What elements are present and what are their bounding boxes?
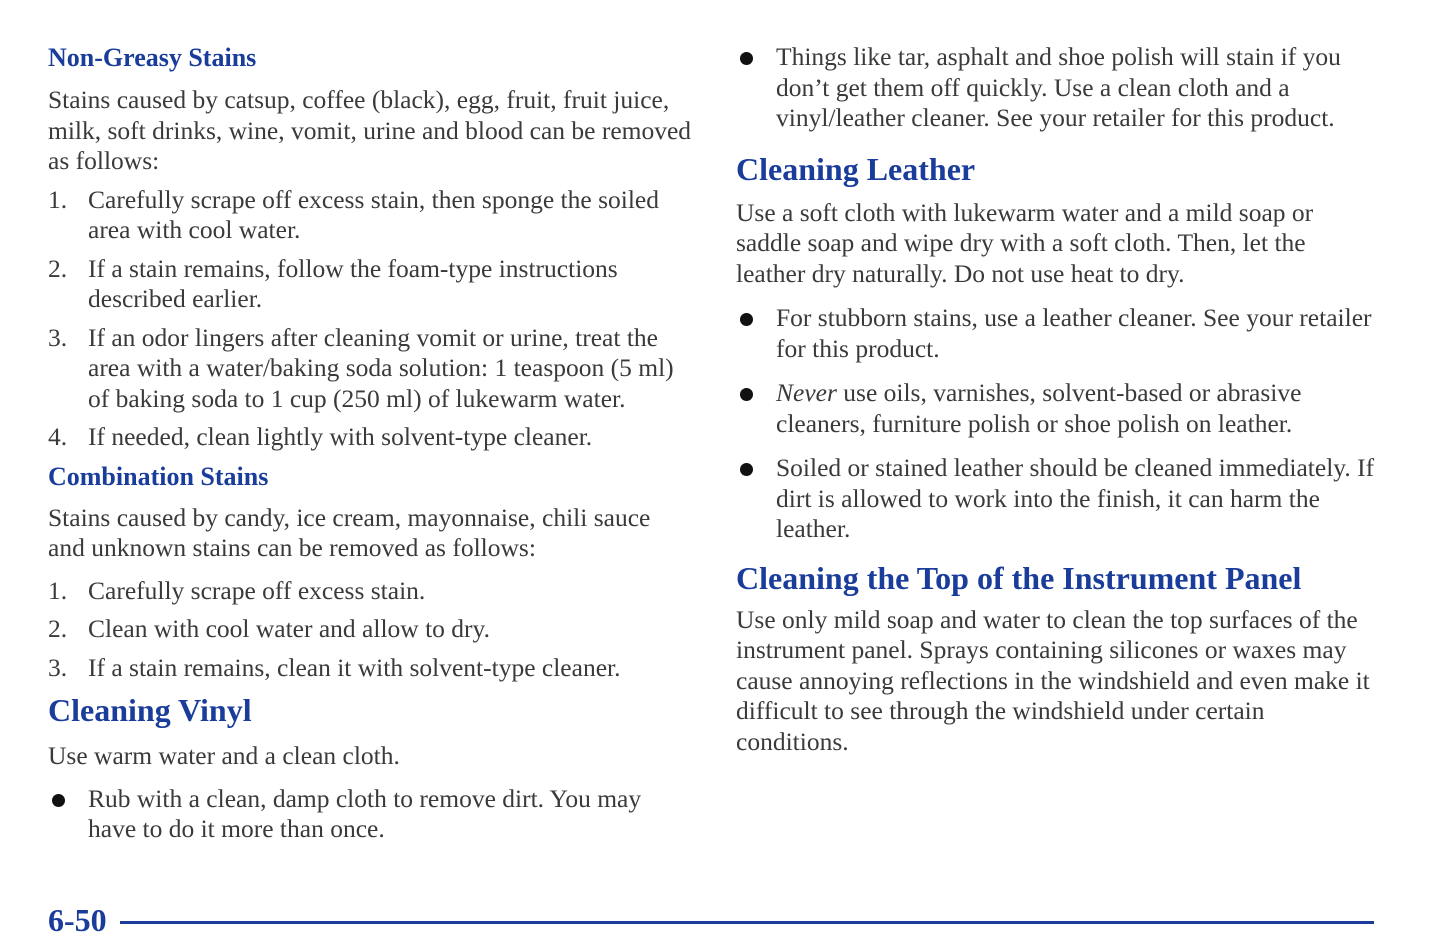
list-item bbox=[48, 254, 693, 315]
list-item bbox=[48, 323, 693, 415]
step-text: If a stain remains, follow the foam-type instructions described earlier. bbox=[88, 253, 618, 313]
list-item bbox=[48, 653, 693, 684]
vinyl-bullets-continued bbox=[736, 42, 1376, 134]
list-item bbox=[736, 42, 1376, 134]
non-greasy-intro: Stains caused by catsup, coffee (black), egg, fruit, fruit juice, milk, soft drinks, wine, vomit, urine and blood can be removed as follows: bbox=[48, 85, 692, 175]
list-item bbox=[48, 576, 693, 607]
footer-rule bbox=[120, 921, 1374, 924]
section-heading-cleaning-leather: Cleaning Leather bbox=[736, 150, 976, 187]
step-number: 4. bbox=[48, 422, 68, 451]
section-heading-cleaning-vinyl: Cleaning Vinyl bbox=[48, 692, 252, 728]
step-text: Carefully scrape off excess stain, then sponge the soiled area with cool water. bbox=[88, 184, 659, 244]
vinyl-intro: Use warm water and a clean cloth. bbox=[48, 741, 400, 770]
page-footer bbox=[48, 902, 1374, 942]
page-number: 6-50 bbox=[48, 902, 107, 938]
left-column bbox=[48, 42, 693, 859]
step-number: 2. bbox=[48, 253, 68, 283]
non-greasy-steps bbox=[48, 185, 693, 453]
list-item bbox=[736, 453, 1376, 545]
bullet-text: Things like tar, asphalt and shoe polish will stain if you don’t get them off quickly. Use a clean cloth and a vinyl/leather cleaner. See your retailer for this product. bbox=[776, 42, 1341, 132]
bullet-text: use oils, varnishes, solvent-based or abrasive cleaners, furniture polish or shoe polish on leather. bbox=[776, 378, 1302, 438]
right-column bbox=[736, 42, 1376, 765]
list-item bbox=[736, 303, 1376, 364]
step-text: Clean with cool water and allow to dry. bbox=[88, 614, 490, 643]
vinyl-bullets bbox=[48, 784, 693, 845]
bullet-icon bbox=[740, 313, 753, 326]
step-number: 3. bbox=[48, 652, 68, 682]
list-item bbox=[48, 185, 693, 246]
step-text: If a stain remains, clean it with solvent-type cleaner. bbox=[88, 652, 621, 682]
step-number: 3. bbox=[48, 322, 68, 352]
section-heading-non-greasy-stains: Non-Greasy Stains bbox=[48, 43, 257, 72]
leather-bullets bbox=[736, 303, 1376, 545]
combination-intro: Stains caused by candy, ice cream, mayonnaise, chili sauce and unknown stains can be removed as follows: bbox=[48, 502, 651, 562]
bullet-text: Rub with a clean, damp cloth to remove dirt. You may have to do it more than once. bbox=[88, 783, 642, 843]
section-heading-instrument-panel: Cleaning the Top of the Instrument Panel bbox=[736, 559, 1302, 596]
panel-intro: Use only mild soap and water to clean the top surfaces of the instrument panel. Sprays containing silicones or waxes may cause annoying reflections in the windshield and even make it difficult to see through the windshield under certain conditions. bbox=[736, 604, 1370, 756]
step-text: If needed, clean lightly with solvent-type cleaner. bbox=[88, 422, 593, 451]
bullet-text: Soiled or stained leather should be cleaned immediately. If dirt is allowed to work into the finish, it can harm the leather. bbox=[776, 453, 1375, 543]
leather-intro: Use a soft cloth with lukewarm water and a mild soap or saddle soap and wipe dry with a soft cloth. Then, let the leather dry naturally. Do not use heat to dry. bbox=[736, 197, 1314, 288]
step-number: 1. bbox=[48, 575, 68, 605]
list-item bbox=[48, 614, 693, 645]
step-text: Carefully scrape off excess stain. bbox=[88, 575, 426, 605]
bullet-icon bbox=[740, 463, 753, 476]
combination-steps bbox=[48, 576, 693, 684]
bullet-icon bbox=[740, 52, 753, 65]
step-text: If an odor lingers after cleaning vomit or urine, treat the area with a water/baking soda solution: 1 teaspoon (5 ml) of baking soda to 1 cup (250 ml) of lukewarm water. bbox=[88, 322, 674, 413]
bullet-icon bbox=[52, 794, 65, 807]
section-heading-combination-stains: Combination Stains bbox=[48, 461, 269, 491]
step-number: 2. bbox=[48, 614, 68, 643]
bullet-text: For stubborn stains, use a leather cleaner. See your retailer for this product. bbox=[776, 303, 1372, 363]
step-number: 1. bbox=[48, 184, 68, 214]
bullet-icon bbox=[740, 388, 753, 401]
list-item bbox=[48, 784, 693, 845]
list-item bbox=[48, 422, 693, 453]
list-item bbox=[736, 378, 1376, 439]
emphasis-never: Never bbox=[776, 378, 837, 407]
